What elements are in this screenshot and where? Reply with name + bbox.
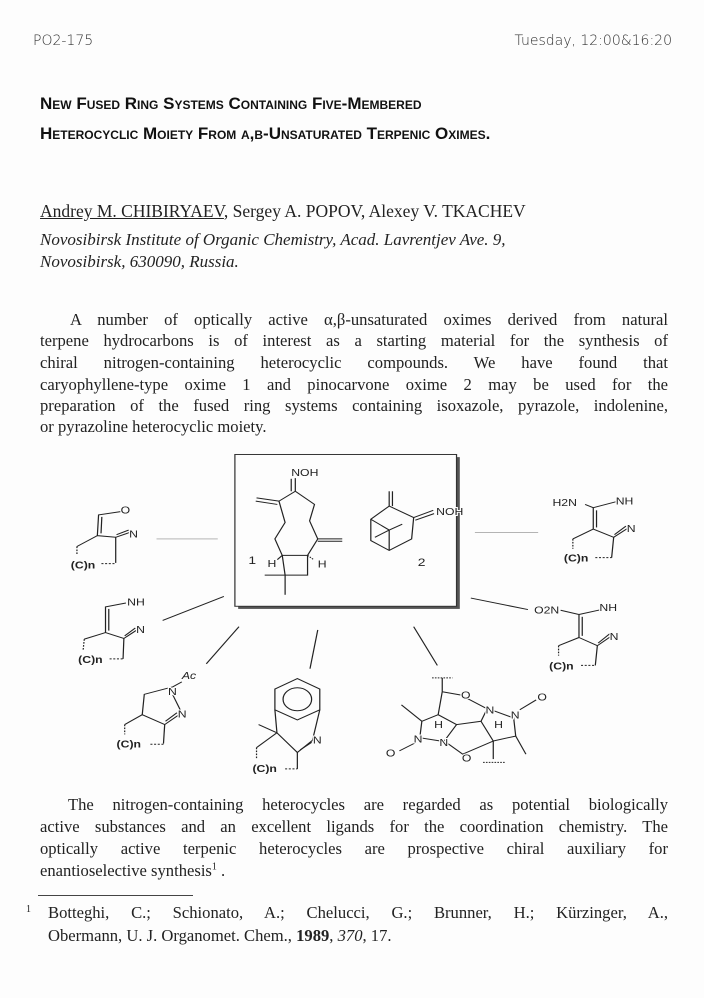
para2-last-line [40,861,668,881]
h2n-label: H2N [552,498,577,509]
o-label: O [385,748,396,760]
arrow-to-nitropyrazole [471,598,528,610]
para2-line: active substances and an excellent ligands for the coordination chemistry. The [40,817,668,836]
h-label: H [267,558,277,570]
reaction-scheme [30,442,670,787]
n-label: N [177,709,187,721]
affiliation-line-1: Novosibirsk Institute of Organic Chemistry, Acad. Lavrentjev Ave. 9, [40,230,506,249]
session-time: Tuesday, 12:00&16:20 [514,33,672,49]
o-label: O [120,505,131,517]
nh-label: NH [615,496,634,508]
n-label: N [167,687,177,698]
pyrazole-structure [83,603,137,659]
arrow-to-pyrazole [163,596,224,620]
n-label: N [485,705,495,717]
h-label: H [494,719,503,731]
n-label: N [129,529,139,540]
cn-label: (C)n [78,654,103,666]
para1-line: chiral nitrogen-containing heterocyclic compounds. We have found that [40,353,668,372]
o-label: O [461,753,472,765]
para2-line: enantioselective synthesis [40,861,212,880]
abstract-code: PO2-175 [33,33,94,49]
footnote-line-2: Obermann, U. J. Organomet. Chem., 1989, 370, 17. [48,926,392,945]
indolenine-structure [257,679,320,769]
footnote-journal: Obermann, U. J. Organomet. Chem., [48,926,297,945]
o2n-label: O2N [534,605,560,617]
ac-label: Ac [181,671,197,682]
starting-materials-box [235,454,457,606]
aminopyrazole-structure [573,502,628,558]
n-label: N [439,738,449,749]
para2-line: The nitrogen-containing heterocycles are regarded as potential biologically [68,795,668,814]
noh-label: NOH [436,506,464,518]
title-line-2: Heterocyclic Moiety From α,β-Unsaturated Terpenic Oximes. [40,124,491,143]
arrow-to-dimer [414,627,438,666]
footnote-pages: , 17. [362,926,392,945]
affiliation-line-2: Novosibirsk, 630090, Russia. [40,252,239,271]
authors [40,201,526,222]
para2-line: optically active terpenic heterocycles are prospective chiral auxiliary for [40,839,668,858]
para1-line: terpene hydrocarbons is of interest as a starting material for the synthesis of [40,331,668,350]
footnote-line-1: Botteghi, C.; Schionato, A.; Chelucci, G.; Brunner, H.; Kürzinger, A., [48,903,668,922]
footnote-rule [38,895,193,896]
o-label: O [537,692,547,704]
h-label: H [434,719,443,731]
o-label: O [461,690,471,701]
n-label: N [136,625,145,636]
arrow-to-pyrazoline [206,627,239,664]
n-label: N [626,524,636,535]
co-authors: , Sergey A. POPOV, Alexey V. TKACHEV [223,201,526,221]
para2-end: . [216,861,226,880]
nh-label: NH [127,597,145,609]
footnote-reference[interactable]: 1 [211,861,217,873]
footnote-mark: 1 [26,904,31,915]
n-label: N [413,734,423,745]
compound-1-label: 1 [248,554,257,567]
arrow-to-indolenine [310,630,318,669]
h-label: H [317,559,327,571]
cn-label: (C)n [70,560,96,572]
para1-line: caryophyllene-type oxime 1 and pinocarvone oxime 2 may be used for the [40,375,668,394]
cn-label: (C)n [549,661,574,673]
n-label: N [510,710,520,722]
footnote-year: 1989 [296,926,330,945]
compound-2-label: 2 [417,556,426,569]
n-label: N [312,735,322,746]
presenting-author: Andrey M. CHIBIRYAEV [40,201,224,221]
isoxazole-structure [77,512,130,564]
title-line-1: New Fused Ring Systems Containing Five-Membered [40,94,422,113]
footnote-volume: 370 [337,926,363,945]
para1-line: A number of optically active α,β-unsaturated oximes derived from natural [70,310,668,329]
nitropyrazole-structure [559,610,612,666]
nh-label: NH [599,603,618,614]
cn-label: (C)n [252,764,277,775]
noh-label: NOH [291,467,319,479]
n-label: N [609,631,619,643]
cn-label: (C)n [563,553,589,565]
para1-line: preparation of the fused ring systems containing isoxazole, pyrazole, indolenine, [40,396,668,415]
cn-label: (C)n [116,739,142,751]
para1-line: or pyrazoline heterocyclic moiety. [40,417,267,436]
